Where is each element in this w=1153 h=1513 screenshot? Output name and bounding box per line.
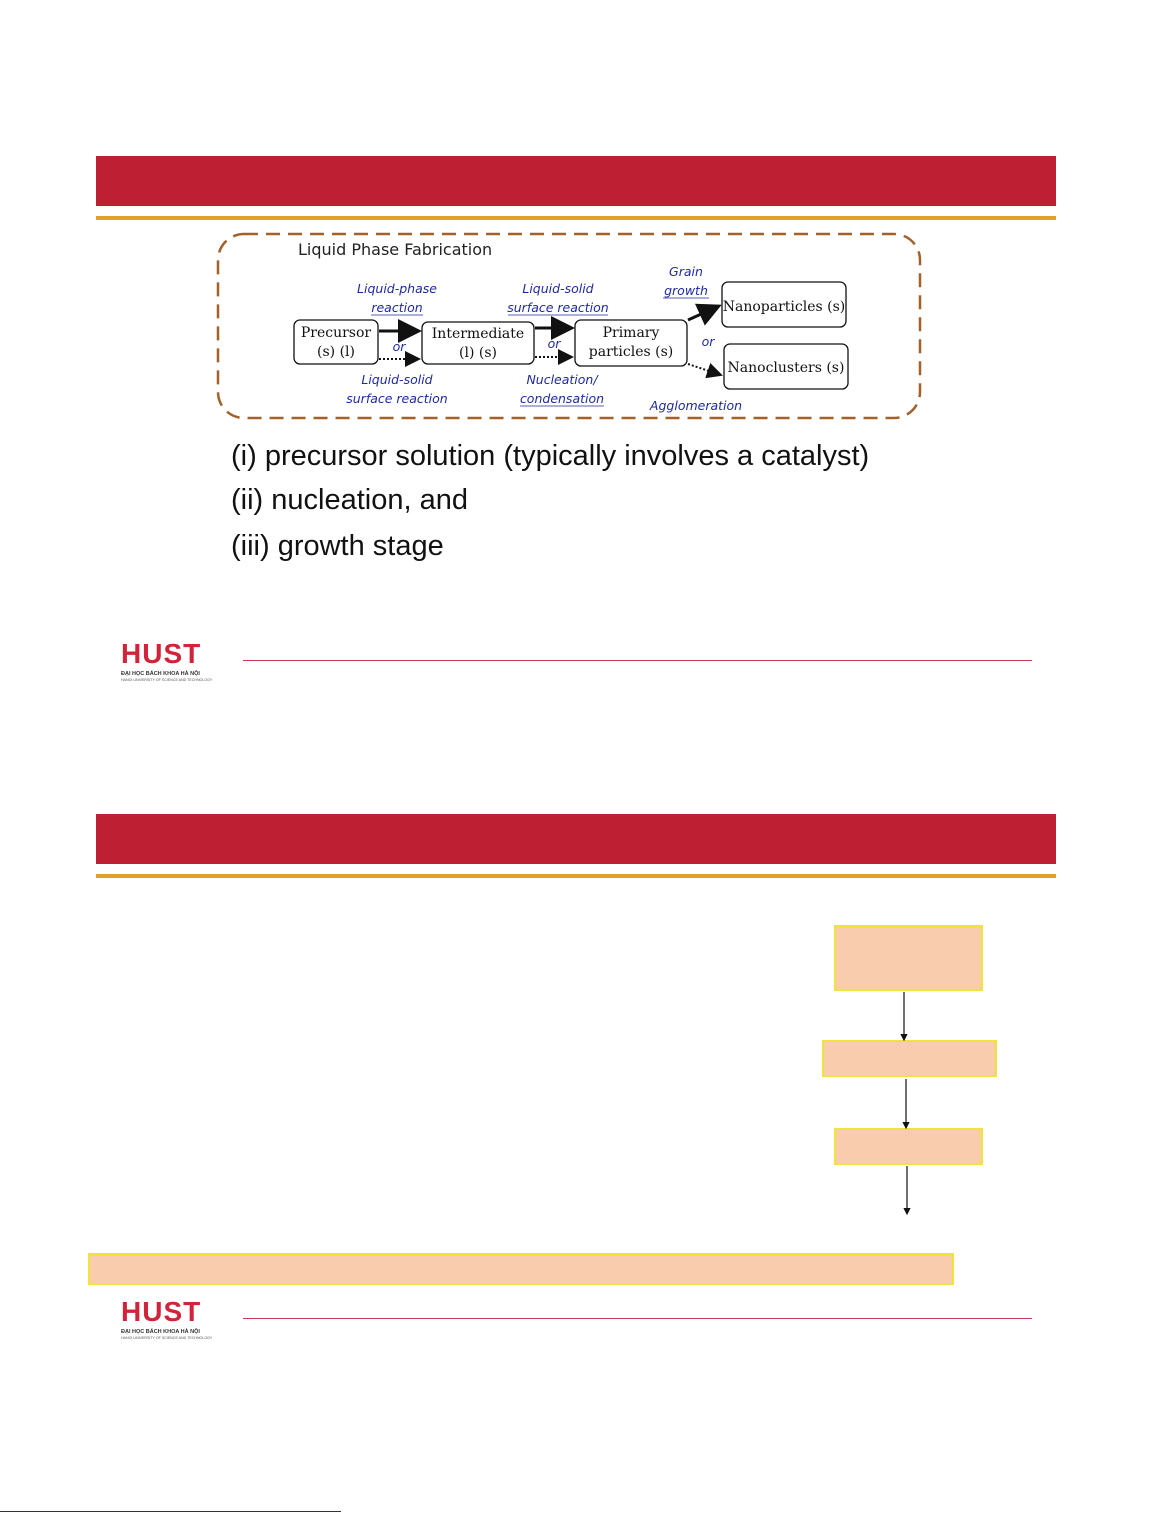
diagram-title: Liquid Phase Fabrication	[298, 240, 493, 259]
label-liquid-phase-2: reaction	[371, 300, 423, 315]
footnote-rule	[0, 1511, 341, 1512]
slide2-header-accent-line	[96, 874, 1056, 878]
stage-item-precursor: (i) precursor solution (typically involves a catalyst)	[231, 440, 870, 472]
flow-arrows	[890, 990, 920, 1220]
hust-logo-wordmark-2: HUST	[121, 1296, 202, 1327]
hust-logo	[121, 638, 221, 687]
wide-highlight-box	[88, 1253, 954, 1285]
node-primary-line2: particles (s)	[588, 344, 674, 360]
stage-item-nucleation: (ii) nucleation, and	[231, 484, 468, 516]
label-or-2: or	[547, 336, 561, 351]
node-precursor-line2: (s) (l)	[317, 344, 355, 360]
slide2-header-banner	[96, 814, 1056, 864]
label-liquid-solid-top-1: Liquid-solid	[522, 281, 594, 296]
node-nanoparticles-label: Nanoparticles (s)	[722, 299, 846, 315]
hust-logo-subtitle-2: ĐẠI HỌC BÁCH KHOA HÀ NỘI	[121, 1329, 200, 1335]
label-liquid-phase-1: Liquid-phase	[357, 281, 437, 296]
arrow-primary-to-nanoparticles	[688, 306, 719, 320]
hust-logo-subtitle: ĐẠI HỌC BÁCH KHOA HÀ NỘI	[121, 671, 200, 677]
hust-logo-subtitle-en-2: HANOI UNIVERSITY OF SCIENCE AND TECHNOLOGY	[121, 1336, 213, 1340]
label-grain-growth-2: growth	[664, 283, 708, 298]
arrow-primary-to-nanoclusters	[688, 364, 721, 375]
slide1-header-banner	[96, 156, 1056, 206]
slide1-header-accent-line	[96, 216, 1056, 220]
slide1-footer-line	[243, 660, 1032, 661]
label-agglomeration: Agglomeration	[649, 398, 743, 413]
node-primary-line1: Primary	[602, 325, 660, 341]
stage-item-growth: (iii) growth stage	[231, 530, 444, 562]
node-intermediate-line2: (l) (s)	[459, 345, 497, 361]
label-grain-growth-1: Grain	[669, 264, 703, 279]
hust-logo-subtitle-en: HANOI UNIVERSITY OF SCIENCE AND TECHNOLOGY	[121, 678, 213, 682]
hust-logo-wordmark: HUST	[121, 638, 202, 669]
label-nucleation-2: condensation	[519, 391, 605, 406]
label-liquid-solid-bottom-1: Liquid-solid	[361, 372, 433, 387]
label-nucleation-1: Nucleation/	[526, 372, 598, 387]
node-nanoclusters-label: Nanoclusters (s)	[727, 360, 845, 376]
hust-logo-2	[121, 1296, 221, 1345]
flow-box-1	[834, 925, 983, 991]
node-intermediate-line1: Intermediate	[431, 326, 525, 342]
liquid-phase-fabrication-diagram	[216, 232, 922, 420]
label-or-3: or	[701, 334, 715, 349]
slide2-footer-line	[243, 1318, 1032, 1319]
label-or-1: or	[392, 339, 406, 354]
node-precursor-line1: Precursor	[300, 325, 372, 341]
label-liquid-solid-top-2: surface reaction	[507, 300, 609, 315]
label-liquid-solid-bottom-2: surface reaction	[346, 391, 448, 406]
